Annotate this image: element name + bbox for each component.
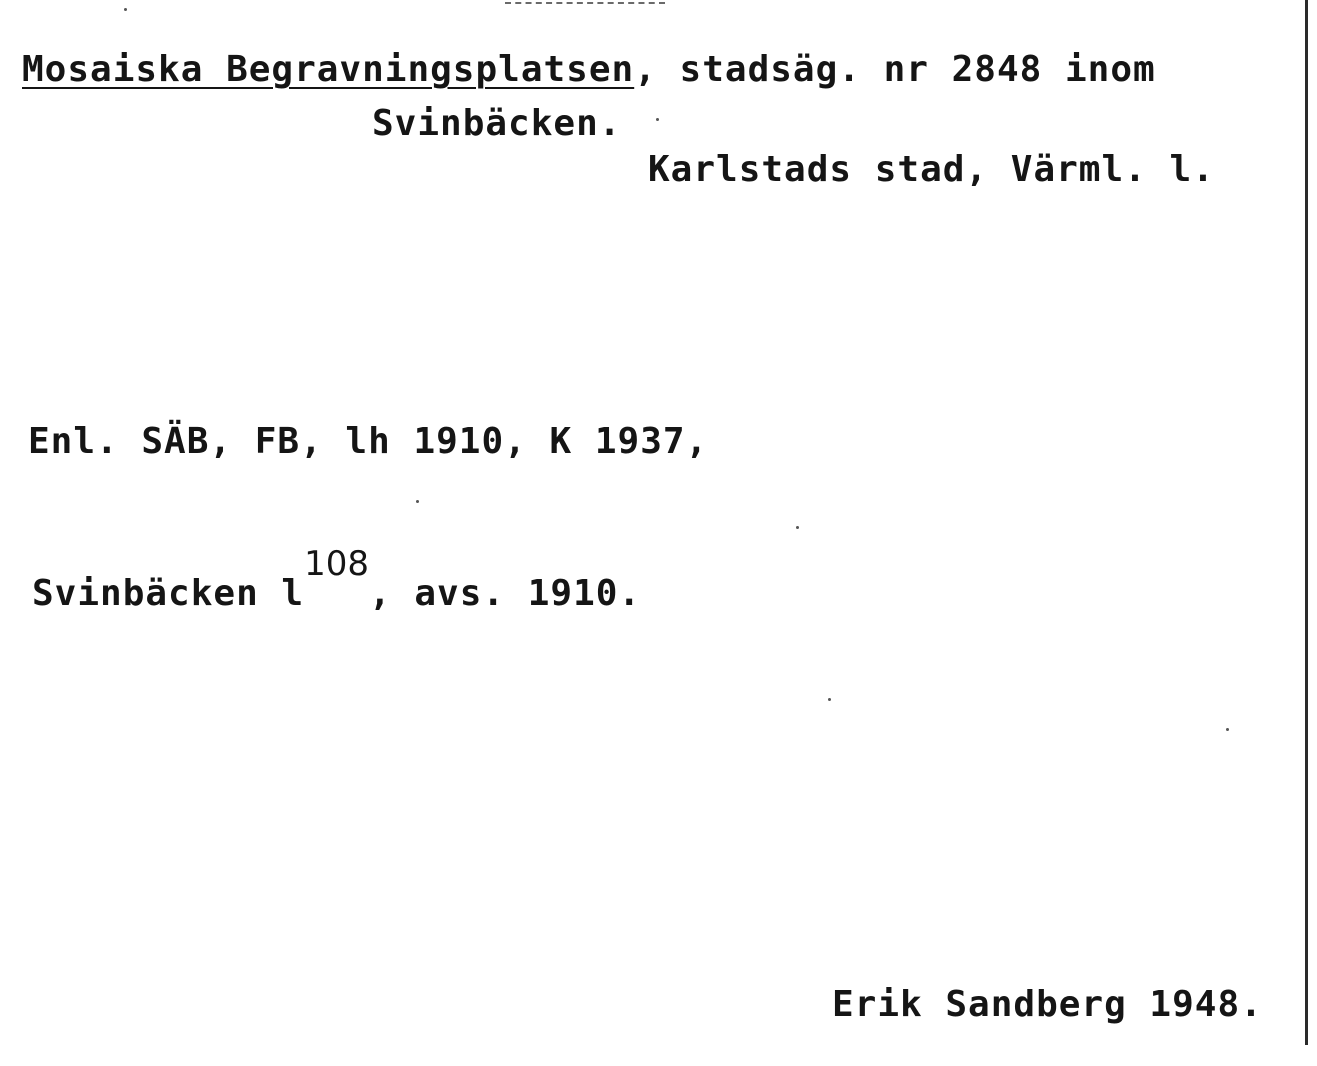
reference-superscript: 108 <box>304 544 369 584</box>
card-right-border <box>1305 0 1308 1045</box>
source-line: Enl. SÄB, FB, lh 1910, K 1937, <box>28 421 709 462</box>
paper-speck <box>416 500 419 503</box>
location-line: Karlstads stad, Värml. l. <box>648 149 1215 190</box>
reference-line <box>32 544 642 614</box>
paper-speck <box>656 118 659 121</box>
paper-speck <box>1226 728 1229 731</box>
site-name: Mosaiska Begravningsplatsen <box>22 49 635 90</box>
heading-line <box>22 50 1156 90</box>
paper-speck <box>124 8 127 11</box>
heading-rest: , stadsäg. nr 2848 inom <box>634 49 1156 90</box>
heading-second-line: Svinbäcken. <box>372 103 622 144</box>
reference-prefix: Svinbäcken l <box>32 573 305 614</box>
paper-speck <box>796 526 799 529</box>
top-edge-marks <box>505 2 665 8</box>
paper-speck <box>828 698 831 701</box>
reference-suffix: , avs. 1910. <box>369 573 642 614</box>
signature-line: Erik Sandberg 1948. <box>832 984 1263 1025</box>
